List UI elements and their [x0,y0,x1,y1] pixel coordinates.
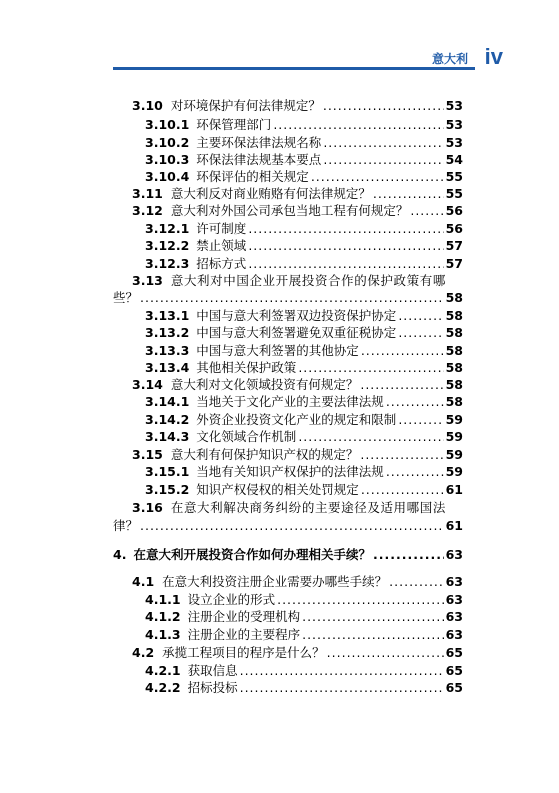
toc-entry[interactable] [145,461,463,480]
toc-entry-number: 4.1.2 [145,609,181,624]
toc-leader-dots [302,608,443,625]
toc-entry-page: 55 [445,186,463,201]
toc-entry-title: 承揽工程项目的程序是什么？ [162,645,325,660]
toc-entry-title: 文化领域合作机制 [196,429,297,444]
toc-leader-dots [327,644,444,661]
toc-leader-dots [389,573,443,590]
toc-entry-page: 58 [445,290,463,305]
toc-entry-page: 63 [445,627,463,642]
toc-entry[interactable] [145,426,463,445]
toc-leader-dots [240,679,444,696]
toc-entry[interactable] [145,235,463,254]
toc-entry-page: 59 [445,429,463,444]
toc-entry[interactable] [132,200,463,219]
toc-leader-dots [386,463,444,480]
toc-entry-title: 中国与意大利签署的其他协定 [196,343,359,358]
toc-entry-number: 3.13.3 [145,343,190,358]
toc-entry-number: 3.15.1 [145,464,190,479]
toc-entry-title: 在意大利开展投资合作如何办理相关手续？ [133,547,371,562]
toc-entry-page: 63 [445,574,463,589]
toc-entry-number: 3.10.2 [145,135,190,150]
toc-leader-dots [273,116,443,133]
toc-entry-title: 禁止领域 [196,238,247,253]
toc-entry-page: 65 [445,645,463,660]
toc-entry-page: 57 [445,238,463,253]
toc-entry-title: 其他相关保护政策 [196,360,297,375]
toc-entry[interactable] [145,322,463,341]
toc-entry-page: 53 [445,135,463,150]
toc-leader-dots [248,237,443,254]
toc-entry-number: 4. [113,547,127,562]
toc-entry-page: 56 [445,221,463,236]
toc-entry-page: 63 [445,592,463,607]
toc-entry-page: 55 [445,169,463,184]
toc-entry[interactable] [145,391,463,410]
toc-entry-page: 57 [445,256,463,271]
toc-leader-dots [298,428,443,445]
toc-entry-title: 许可制度 [196,221,247,236]
toc-entry[interactable] [113,287,463,306]
toc-entry-number: 3.14.2 [145,412,190,427]
toc-leader-dots [302,626,443,643]
toc-entry-page: 63 [445,547,463,562]
toc-entry-number: 3.12 [132,203,163,218]
toc-entry-page: 58 [445,325,463,340]
toc-entry-page: 63 [445,609,463,624]
toc-entry-title: 环保法律法规基本要点 [196,152,322,167]
toc-entry[interactable] [145,677,463,696]
toc-entry-number: 3.14.3 [145,429,190,444]
toc-leader-dots [140,517,444,534]
toc-entry-number: 3.14.1 [145,394,190,409]
toc-entry-number: 3.15.2 [145,482,190,497]
toc-entry-number: 3.14 [132,377,163,392]
header-rule [113,67,475,70]
toc-entry-page: 65 [445,680,463,695]
toc-entry-number: 3.13.4 [145,360,190,375]
toc-leader-dots [140,289,444,306]
toc-entry-title: 当地有关知识产权保护的法律法规 [196,464,384,479]
toc-entry-number: 3.12.3 [145,256,190,271]
toc-entry-title: 主要环保法律法规名称 [196,135,322,150]
toc-entry-title: 招标方式 [196,256,247,271]
toc-entry-title: 设立企业的形式 [187,592,276,607]
toc-entry[interactable] [145,624,463,643]
toc-entry-title: 环保评估的相关规定 [196,169,309,184]
toc-entry-page: 53 [445,117,463,132]
page-numeral: iv [484,44,503,69]
toc-entry-page: 58 [445,343,463,358]
toc-entry-number: 3.13.1 [145,308,190,323]
toc-entry-title: 当地关于文化产业的主要法律法规 [196,394,384,409]
toc-entry-page: 58 [445,394,463,409]
toc-entry[interactable] [145,479,463,498]
toc-entry-number: 4.1.3 [145,627,181,642]
toc-entry-title: 招标投标 [187,680,238,695]
toc-entry-title: 外资企业投资文化产业的规定和限制 [196,412,397,427]
toc-entry-title: 中国与意大利签署双边投资保护协定 [196,308,397,323]
toc-leader-dots [410,202,443,219]
toc-entry-page: 56 [445,203,463,218]
toc-entry-number: 4.1.1 [145,592,181,607]
toc-entry[interactable] [132,497,463,516]
toc-entry-title: 意大利对中国企业开展投资合作的保护政策有哪 [170,273,446,288]
toc-entry-number: 3.11 [132,186,163,201]
toc-entry-number: 4.2 [132,645,155,660]
toc-entry-title: 在意大利投资注册企业需要办哪些手续？ [162,574,388,589]
toc-entry-page: 61 [445,518,463,533]
toc-leader-dots [373,546,444,563]
toc-entry-number: 3.12.1 [145,221,190,236]
toc-entry-title: 对环境保护有何法律规定？ [170,98,321,113]
toc-entry-page: 53 [445,98,463,113]
running-header-title: 意大利 [431,52,468,66]
toc-entry[interactable] [113,544,463,563]
toc-entry-page: 54 [445,152,463,167]
toc-entry[interactable] [132,571,463,590]
toc-entry-number: 4.2.2 [145,680,181,695]
toc-entry-page: 59 [445,447,463,462]
toc-entry-number: 3.10.3 [145,152,190,167]
toc-entry-title: 律？ [113,518,139,533]
toc-entry-title: 获取信息 [187,663,238,678]
toc-entry-number: 3.13 [132,273,163,288]
toc-entry-title: 注册企业的主要程序 [187,627,301,642]
toc-entry-page: 61 [445,482,463,497]
toc-entry-page: 59 [445,412,463,427]
toc-leader-dots [361,481,444,498]
toc-entry[interactable] [132,642,463,661]
toc-entry-title: 知识产权侵权的相关处罚规定 [196,482,359,497]
toc-entry-page: 58 [445,308,463,323]
toc-entry-title: 意大利有何保护知识产权的规定？ [170,447,359,462]
toc-entry[interactable] [132,95,463,114]
toc-entry-title: 意大利反对商业贿赂有何法律规定？ [170,186,371,201]
toc-entry-page: 59 [445,464,463,479]
toc-entry-title: 注册企业的受理机构 [187,609,301,624]
toc-entry-page: 58 [445,377,463,392]
toc-entry[interactable] [113,515,463,534]
toc-leader-dots [323,97,444,114]
toc-entry-number: 4.1 [132,574,155,589]
toc-entry-number: 3.12.2 [145,238,190,253]
toc-entry-number: 3.13.2 [145,325,190,340]
toc-entry-page: 58 [445,360,463,375]
toc-entry-title: 些？ [113,290,139,305]
toc-entry-number: 3.16 [132,500,163,515]
toc-entry-page: 65 [445,663,463,678]
toc-entry-number: 3.15 [132,447,163,462]
toc-entry-number: 3.10.4 [145,169,190,184]
toc-entry-number: 3.10.1 [145,117,190,132]
toc-entry-title: 中国与意大利签署避免双重征税协定 [196,325,397,340]
toc-entry-number: 3.10 [132,98,163,113]
toc-entry-title: 在意大利解决商务纠纷的主要途径及适用哪国法 [170,500,446,515]
toc-entry-title: 意大利对外国公司承包当地工程有何规定？ [170,203,409,218]
toc-leader-dots [386,393,444,410]
toc-entry[interactable] [145,114,463,133]
toc-leader-dots [398,324,443,341]
toc-entry-title: 环保管理部门 [196,117,272,132]
toc-entry[interactable] [145,606,463,625]
toc-entry-number: 4.2.1 [145,663,181,678]
toc-entry-title: 意大利对文化领域投资有何规定？ [170,377,359,392]
